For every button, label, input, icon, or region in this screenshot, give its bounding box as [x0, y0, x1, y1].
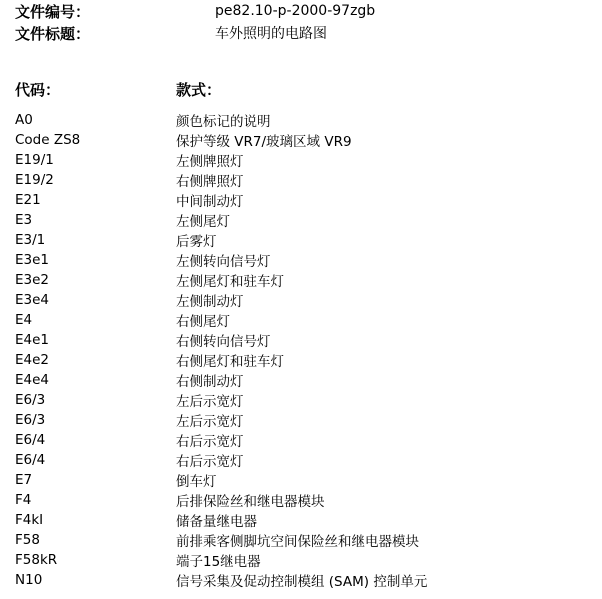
document	[15, 0, 595, 590]
list-item	[15, 470, 595, 490]
list-item	[15, 350, 595, 370]
component-description: 左侧转向信号灯	[176, 254, 271, 270]
component-code: E4e2	[15, 352, 50, 368]
component-code: F4	[15, 492, 32, 508]
component-code: E21	[15, 192, 41, 208]
component-code: A0	[15, 112, 33, 128]
component-description: 颜色标记的说明	[176, 114, 271, 130]
component-code: E7	[15, 472, 33, 488]
component-description: 右后示宽灯	[176, 434, 244, 450]
file-title-value: 车外照明的电路图	[215, 26, 327, 42]
list-item	[15, 170, 595, 190]
component-code: E6/3	[15, 392, 46, 408]
component-description: 倒车灯	[176, 474, 217, 490]
code-column-header: 代码：	[15, 80, 61, 99]
list-item	[15, 250, 595, 270]
list-item	[15, 190, 595, 210]
component-code: E3e4	[15, 292, 50, 308]
component-description: 端子15继电器	[176, 554, 261, 570]
component-code: E3/1	[15, 232, 46, 248]
component-code: E3	[15, 212, 33, 228]
component-code: E6/4	[15, 452, 46, 468]
component-description: 左后示宽灯	[176, 394, 244, 410]
component-code: E19/1	[15, 152, 54, 168]
list-item	[15, 430, 595, 450]
file-number-label: 文件编号：	[15, 2, 91, 21]
component-code: N10	[15, 572, 43, 588]
component-description: 右侧转向信号灯	[176, 334, 271, 350]
component-description: 右侧尾灯	[176, 314, 230, 330]
list-item	[15, 450, 595, 470]
component-code: E6/3	[15, 412, 46, 428]
file-title-row	[15, 22, 595, 44]
file-number-value: pe82.10-p-2000-97zgb	[215, 3, 376, 19]
component-description: 保护等级 VR7/玻璃区域 VR9	[176, 134, 352, 150]
file-title-label: 文件标题：	[15, 24, 91, 43]
component-code: F58kR	[15, 552, 58, 568]
list-item	[15, 570, 595, 590]
component-description: 后雾灯	[176, 234, 217, 250]
list-item	[15, 130, 595, 150]
file-number-row	[15, 0, 595, 22]
component-list	[15, 110, 595, 590]
component-code: E4e1	[15, 332, 50, 348]
section-spacer	[15, 44, 595, 74]
component-code: E4	[15, 312, 33, 328]
component-code: E3e1	[15, 252, 50, 268]
list-item	[15, 530, 595, 550]
component-description: 后排保险丝和继电器模块	[176, 494, 325, 510]
component-description: 左侧尾灯	[176, 214, 230, 230]
list-item	[15, 210, 595, 230]
component-code: E4e4	[15, 372, 50, 388]
component-description: 左侧制动灯	[176, 294, 244, 310]
list-item	[15, 330, 595, 350]
component-description: 前排乘客侧脚坑空间保险丝和继电器模块	[176, 534, 419, 550]
component-description: 右后示宽灯	[176, 454, 244, 470]
component-description: 右侧制动灯	[176, 374, 244, 390]
list-item	[15, 310, 595, 330]
list-item	[15, 370, 595, 390]
component-description: 信号采集及促动控制模组 (SAM) 控制单元	[176, 574, 428, 590]
component-code: E3e2	[15, 272, 50, 288]
component-description: 左后示宽灯	[176, 414, 244, 430]
component-code: E6/4	[15, 432, 46, 448]
list-item	[15, 410, 595, 430]
component-code: F58	[15, 532, 40, 548]
list-item	[15, 150, 595, 170]
component-code: Code ZS8	[15, 132, 81, 148]
list-item	[15, 510, 595, 530]
list-item	[15, 230, 595, 250]
style-column-header: 款式：	[176, 80, 222, 99]
component-description: 中间制动灯	[176, 194, 244, 210]
component-description: 左侧尾灯和驻车灯	[176, 274, 284, 290]
list-item	[15, 390, 595, 410]
list-item	[15, 550, 595, 570]
table-header	[15, 74, 595, 104]
component-description: 储备量继电器	[176, 514, 257, 530]
component-description: 右侧牌照灯	[176, 174, 244, 190]
list-item	[15, 110, 595, 130]
list-item	[15, 270, 595, 290]
list-item	[15, 490, 595, 510]
component-code: F4kI	[15, 512, 44, 528]
component-description: 左侧牌照灯	[176, 154, 244, 170]
list-item	[15, 290, 595, 310]
component-description: 右侧尾灯和驻车灯	[176, 354, 284, 370]
component-code: E19/2	[15, 172, 54, 188]
